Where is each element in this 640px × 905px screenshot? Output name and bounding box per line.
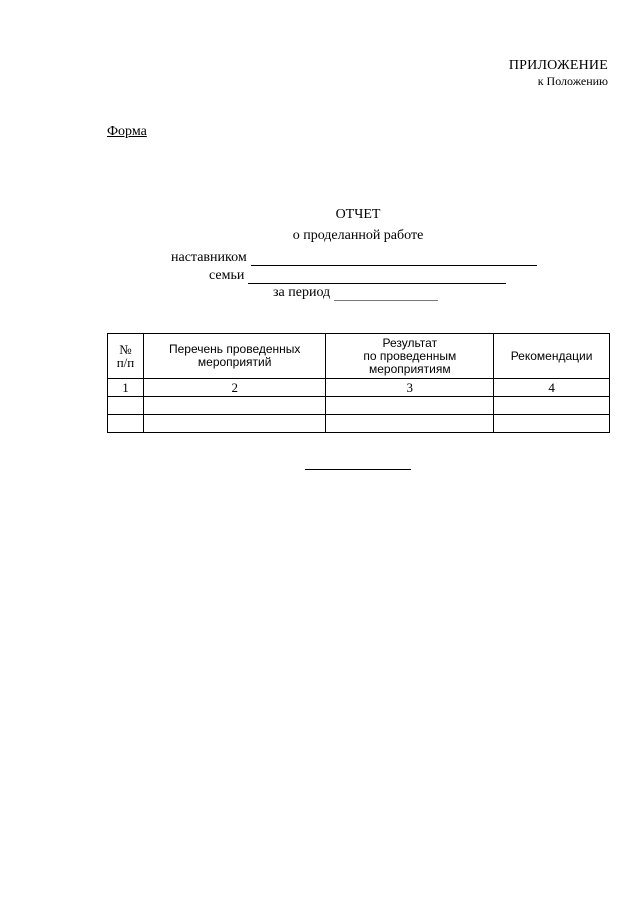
table-cell — [108, 397, 144, 415]
table-row — [108, 397, 610, 415]
signature-line — [305, 469, 411, 470]
period-field — [273, 285, 438, 301]
table-cell: 2 — [143, 379, 326, 397]
appendix-title: ПРИЛОЖЕНИЕ — [508, 58, 608, 73]
family-field — [209, 268, 506, 284]
family-blank-line — [248, 269, 506, 284]
mentor-label: наставником — [171, 250, 247, 265]
table-row — [108, 415, 610, 433]
appendix-subtitle: к Положению — [537, 74, 608, 88]
table-row — [108, 379, 610, 397]
header-activities: Перечень проведенных мероприятий — [143, 334, 326, 379]
table-cell: 1 — [108, 379, 144, 397]
table-cell — [494, 397, 610, 415]
header-results: Результат по проведенным мероприятиям — [326, 334, 494, 379]
mentor-blank-line — [251, 251, 537, 266]
table-cell — [143, 415, 326, 433]
table-cell — [494, 415, 610, 433]
table-cell — [108, 415, 144, 433]
period-label: за период — [273, 285, 331, 300]
table-cell: 4 — [494, 379, 610, 397]
table-cell — [326, 397, 494, 415]
period-blank-line — [334, 286, 438, 301]
form-label: Форма — [107, 124, 147, 139]
appendix-block — [509, 58, 608, 88]
report-title: ОТЧЕТ — [335, 207, 381, 222]
table-header-row — [108, 334, 610, 379]
header-recommendations: Рекомендации — [494, 334, 610, 379]
table-cell: 3 — [326, 379, 494, 397]
table-cell — [326, 415, 494, 433]
report-subtitle: о проделанной работе — [292, 228, 424, 243]
report-table — [107, 333, 610, 433]
header-number: № п/п — [108, 334, 144, 379]
family-label: семьи — [209, 268, 245, 283]
table-cell — [143, 397, 326, 415]
mentor-field — [171, 250, 537, 266]
